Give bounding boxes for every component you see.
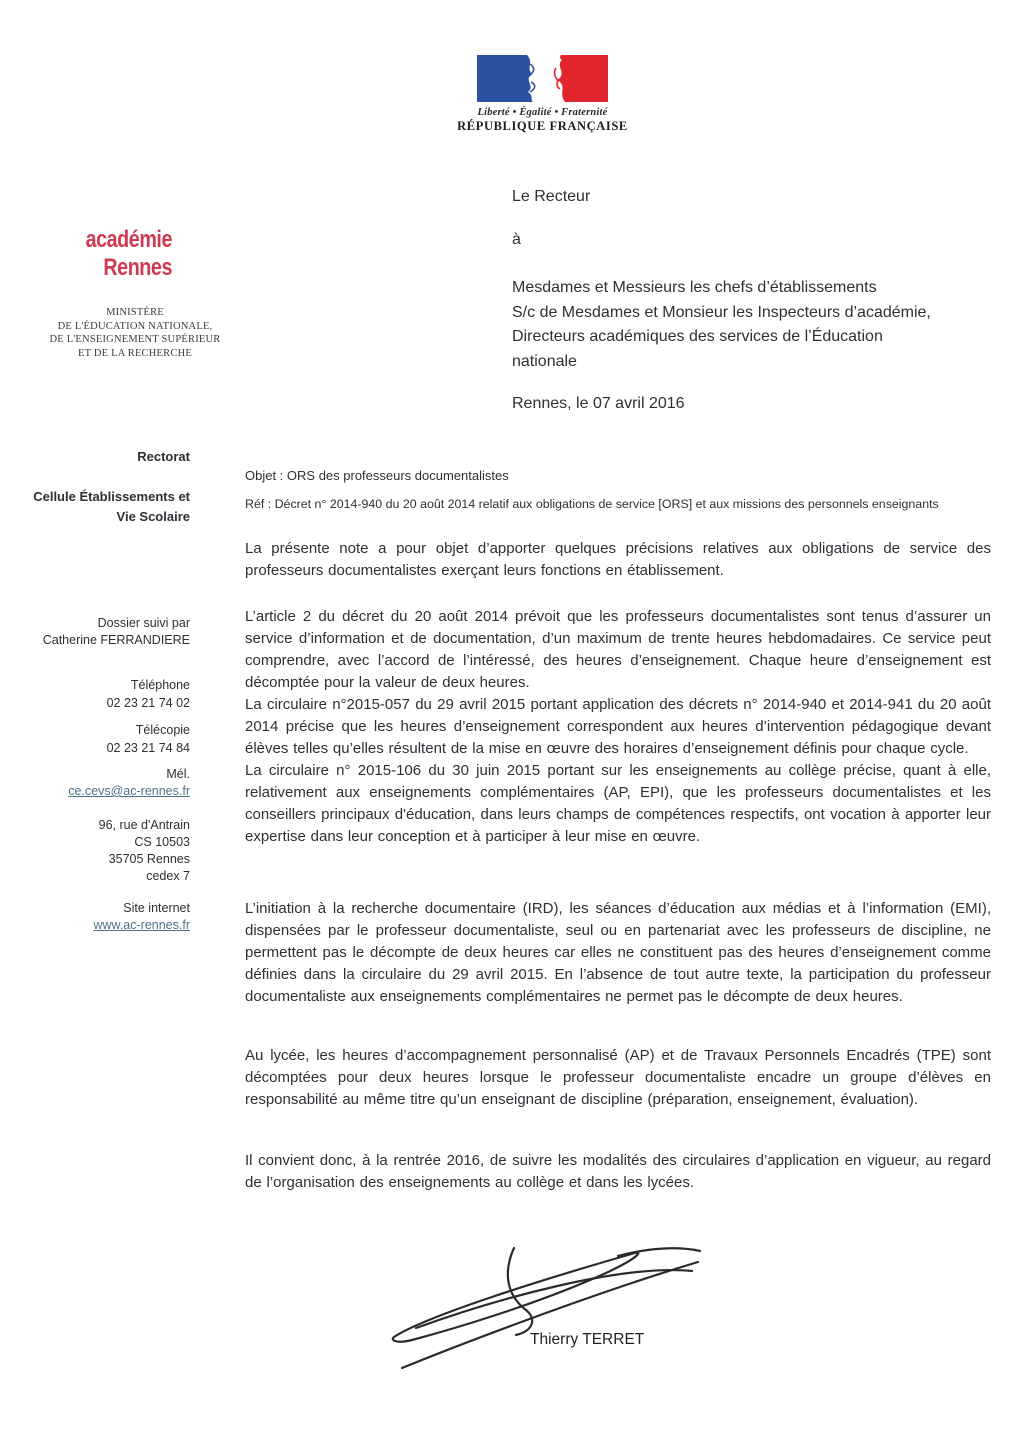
postal-address-line: 96, rue d'Antrain — [98, 818, 190, 832]
objet-line: Objet : ORS des professeurs documentalistes — [245, 468, 509, 483]
signature-scribble — [386, 1242, 708, 1374]
postal-address — [18, 817, 190, 885]
body-paragraph: La circulaire n°2015-057 du 29 avril 2015 portant application des décrets n° 2014-940 et 2014-941 du 20 août 2014 précise que les heures d’enseignement correspondent aux heures d’intervention pédagogique devant élèves telles qu’elles résultent de la mise en œuvre des horaires d’enseignement définis pour chaque cycle. — [245, 696, 991, 757]
ministry-block — [36, 306, 234, 360]
recipient-address — [512, 276, 1002, 374]
ministry-line: DE L'ÉDUCATION NATIONALE, — [57, 320, 213, 332]
service-unit-line: Vie Scolaire — [116, 509, 190, 524]
recipient-address-line: nationale — [512, 352, 577, 370]
french-flag-marianne-icon — [477, 55, 608, 102]
recipient-address-line: Directeurs académiques des services de l’Éducation — [512, 328, 883, 345]
postal-address-line: CS 10503 — [134, 835, 190, 849]
service-unit-line: Cellule Établissements et — [33, 489, 190, 504]
signatory-name: Thierry TERRET — [530, 1331, 645, 1348]
body-paragraph: L’initiation à la recherche documentaire (IRD), les séances d’éducation aux médias et à l’information (EMI), dispensées par le professeur documentaliste, seul ou en partenariat avec les professeurs de discipline, ne permettent pas le décompte de deux heures car elles ne constituent pas des heures d’enseignement comme définies dans la circulaire du 29 avril 2015. En l’absence de tout autre texte, la participation du professeur documentaliste aux enseignements complémentaires ne permet pas le décompte de deux heures. — [245, 900, 991, 1005]
fax-label: Télécopie — [135, 723, 190, 737]
body-paragraph: Au lycée, les heures d’accompagnement personnalisé (AP) et de Travaux Personnels Encadrés (TPE) sont décomptées pour deux heures lorsque le professeur documentaliste encadre un groupe d’élèves en responsabilité au même titre qu’un enseignant de discipline (préparation, enseignement, évaluation). — [245, 1047, 991, 1108]
body-paragraph: La présente note a pour objet d’apporter quelques précisions relatives aux obligations de service des professeurs documentalistes exerçant leurs fonctions en établissement. — [245, 540, 991, 579]
republique-francaise-label: RÉPUBLIQUE FRANÇAISE — [457, 119, 628, 133]
service-unit-label — [18, 487, 190, 527]
body-paragraph-group — [245, 606, 991, 848]
sender-title: Le Recteur — [512, 188, 591, 205]
date-line: Rennes, le 07 avril 2016 — [512, 395, 685, 412]
academy-name-line1: académie — [85, 226, 172, 253]
recipient-address-line: Mesdames et Messieurs les chefs d’établissements — [512, 279, 877, 296]
rectorat-label: Rectorat — [137, 449, 190, 464]
dossier-label: Dossier suivi par — [97, 616, 190, 630]
fax-number: 02 23 21 74 84 — [106, 741, 190, 755]
body-paragraph: Il convient donc, à la rentrée 2016, de suivre les modalités des circulaires d’application en vigueur, au regard de l’organisation des enseignements au collège et dans les lycées. — [245, 1152, 991, 1191]
body-paragraph: L’article 2 du décret du 20 août 2014 prévoit que les professeurs documentalistes sont tenus d’assurer un service d’information et de documentation, d’un maximum de trente heures hebdomadaires. Ce service peut comprendre, avec l’accord de l’intéressé, des heures d’enseignement. Chaque heure d’enseignement est décomptée pour la valeur de deux heures. — [245, 608, 991, 691]
motto-label: Liberté • Égalité • Fraternité — [477, 107, 608, 118]
postal-address-line: cedex 7 — [146, 869, 190, 883]
website-link[interactable]: www.ac-rennes.fr — [93, 918, 190, 932]
dossier-name: Catherine FERRANDIERE — [42, 633, 190, 647]
recipient-salutation: à — [512, 231, 521, 248]
postal-address-line: 35705 Rennes — [108, 852, 190, 866]
phone-label: Téléphone — [130, 678, 190, 692]
recipient-address-line: S/c de Mesdames et Monsieur les Inspecteurs d’académie, — [512, 303, 931, 321]
ministry-line: ET DE LA RECHERCHE — [78, 347, 192, 359]
website-label: Site internet — [123, 901, 190, 915]
ref-line: Réf : Décret n° 2014-940 du 20 août 2014 relatif aux obligations de service [ORS] et aux missions des personnels enseignants — [245, 497, 939, 511]
email-label: Mél. — [166, 767, 190, 781]
ministry-line: DE L'ENSEIGNEMENT SUPÉRIEUR — [49, 334, 221, 345]
academy-logo — [64, 226, 172, 282]
phone-number: 02 23 21 74 02 — [106, 696, 190, 710]
ministry-line: MINISTÈRE — [106, 307, 164, 318]
body-paragraph: La circulaire n° 2015-106 du 30 juin 2015 portant sur les enseignements au collège précise, quant à elle, relativement aux enseignements complémentaires (AP, EPI), que les professeurs documentalistes et les conseillers principaux d'éducation, dans leurs champs de compétences respectifs, ont vocation à apporter leur expertise dans leur conception et à participer à leur mise en œuvre. — [245, 762, 991, 845]
email-link[interactable]: ce.cevs@ac-rennes.fr — [68, 784, 190, 798]
academy-name-line2: Rennes — [103, 254, 172, 281]
marianne-logo — [450, 55, 635, 134]
